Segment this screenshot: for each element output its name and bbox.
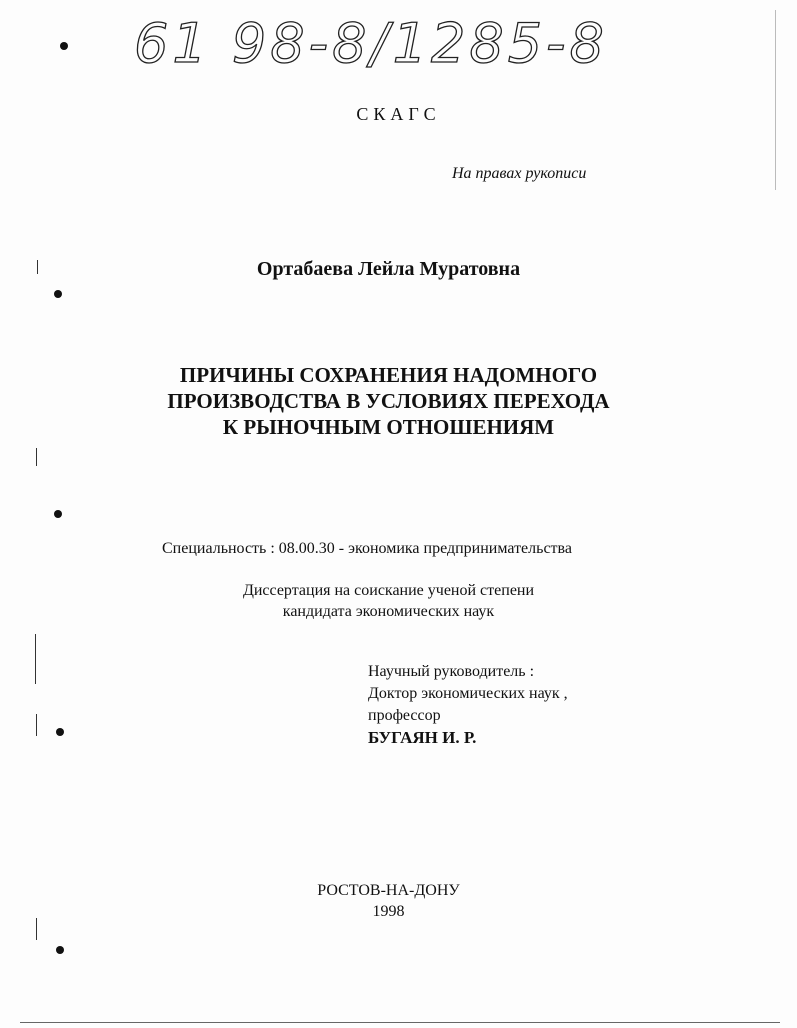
scan-bottom-edge: [20, 1022, 780, 1023]
margin-hole-dot: [54, 290, 62, 298]
handwritten-number-drawing: [130, 4, 608, 84]
author-name: Ортабаева Лейла Муратовна: [256, 258, 521, 280]
supervisor-name: БУГАЯН И. Р.: [368, 728, 477, 747]
scientific-supervisor: [368, 661, 568, 749]
supervisor-rank: профессор: [368, 707, 441, 724]
degree-line: Диссертация на соискание ученой степени: [242, 582, 535, 599]
margin-hole-dot: [60, 42, 68, 50]
handwritten-number-text: 61 98-8/1285-8: [134, 12, 608, 75]
city: РОСТОВ-НА-ДОНУ: [317, 882, 460, 899]
margin-hole-dot: [54, 510, 62, 518]
margin-hole-dot: [56, 946, 64, 954]
supervisor-label: Научный руководитель :: [368, 663, 535, 680]
title-line: К РЫНОЧНЫМ ОТНОШЕНИЯМ: [222, 415, 555, 439]
scan-margin-mark: [35, 634, 36, 684]
degree-line: кандидата экономических наук: [282, 603, 495, 620]
scan-margin-mark: [36, 714, 37, 736]
dissertation-title: [0, 362, 777, 440]
scan-right-edge: [775, 10, 776, 190]
place-and-year: [0, 880, 777, 922]
year: 1998: [372, 903, 405, 920]
supervisor-degree: Доктор экономических наук ,: [368, 685, 568, 702]
organization-abbreviation: СКАГС: [356, 104, 441, 124]
title-line: ПРИЧИНЫ СОХРАНЕНИЯ НАДОМНОГО: [179, 363, 598, 387]
title-line: ПРОИЗВОДСТВА В УСЛОВИЯХ ПЕРЕХОДА: [167, 389, 610, 413]
degree-statement: [0, 580, 777, 622]
specialty-line: Специальность : 08.00.30 - экономика предпринимательства: [162, 540, 572, 557]
scan-margin-mark: [36, 448, 37, 466]
manuscript-rights-note: На правах рукописи: [452, 165, 587, 182]
handwritten-catalog-number: [130, 4, 608, 84]
margin-hole-dot: [56, 728, 64, 736]
